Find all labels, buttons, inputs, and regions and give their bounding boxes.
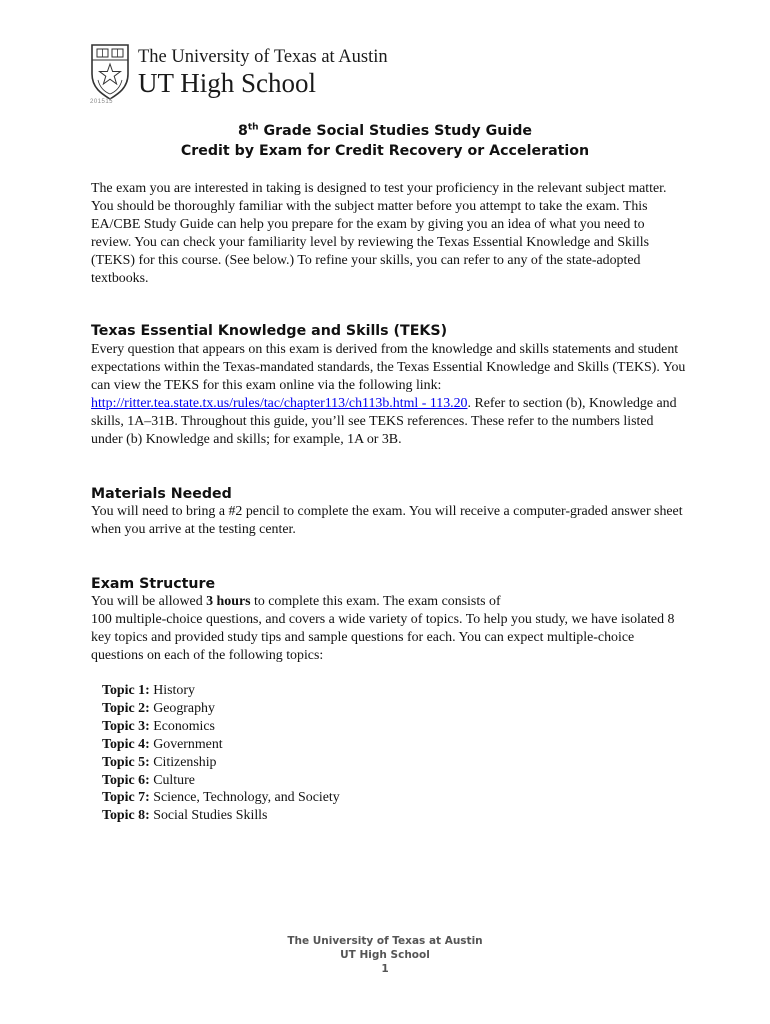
title-line-2: Credit by Exam for Credit Recovery or Acceleration xyxy=(180,143,590,159)
topic-name: Economics xyxy=(153,718,215,734)
exam-line1-after: to complete this exam. The exam consists of xyxy=(250,594,501,609)
topic-label: Topic 3: xyxy=(102,718,150,734)
topic-name: History xyxy=(153,683,195,698)
exam-hours: 3 hours xyxy=(206,594,251,609)
topic-name: Science, Technology, and Society xyxy=(153,790,340,806)
ut-seal-icon xyxy=(90,44,130,100)
list-item xyxy=(102,682,340,700)
list-item xyxy=(102,789,340,807)
topic-label: Topic 2: xyxy=(102,700,150,716)
exam-text-before: You will be allowed xyxy=(91,594,207,609)
list-item xyxy=(102,772,340,790)
grade-number: 8 xyxy=(237,123,248,139)
topic-name: Social Studies Skills xyxy=(153,808,268,824)
materials-heading: Materials Needed xyxy=(91,486,232,502)
list-item xyxy=(102,718,340,736)
topic-label: Topic 7: xyxy=(102,790,150,806)
brand-lockup xyxy=(138,46,388,98)
intro-paragraph: The exam you are interested in taking is designed to test your proficiency in the relevant subject matter. You should be thoroughly familiar with the subject matter before you attempt to take the exam. This EA/CBE Study Guide can help you prepare for the exam by giving you an idea of what you need to review. You can check your familiarity level by reviewing the Texas Essential Knowledge and Skills (TEKS) for this course. (See below.) To refine your skills, you can refer to any of the state-adopted textbooks. xyxy=(91,181,667,286)
topic-label: Topic 1: xyxy=(102,683,150,698)
school-name: UT High School xyxy=(138,68,317,98)
exam-structure-heading: Exam Structure xyxy=(91,576,216,592)
list-item xyxy=(102,736,340,754)
exam-text-rest: 100 multiple-choice questions, and covers a wide variety of topics. To help you study, we have isolated 8 key topics and provided study tips and sample questions for each. You can expect multiple-choice questions on each of the following topics: xyxy=(91,611,675,663)
list-item xyxy=(102,700,340,718)
document-title xyxy=(0,121,770,161)
page-footer xyxy=(0,934,770,976)
list-item xyxy=(102,754,340,772)
materials-paragraph: You will need to bring a #2 pencil to complete the exam. You will receive a computer-graded answer sheet when you arrive at the testing center. xyxy=(91,504,683,537)
topic-name: Government xyxy=(153,736,223,752)
page-number: 1 xyxy=(381,963,389,975)
seal-code: 201515 xyxy=(90,99,114,105)
teks-text-before: Every question that appears on this exam is derived from the knowledge and skills statements and student expectations within the Texas-mandated standards, the Texas Essential Knowledge and Skills (TEKS). You can view the TEKS for this exam online via the following link: xyxy=(91,342,686,393)
exam-structure-paragraph xyxy=(91,593,686,665)
university-name: The University of Texas at Austin xyxy=(138,47,388,67)
topic-label: Topic 8: xyxy=(102,808,150,824)
topic-label: Topic 6: xyxy=(102,772,150,788)
topic-label: Topic 5: xyxy=(102,754,150,770)
topic-name: Culture xyxy=(153,772,195,788)
topic-name: Citizenship xyxy=(153,754,217,770)
teks-heading: Texas Essential Knowledge and Skills (TEKS) xyxy=(91,323,448,339)
footer-university: The University of Texas at Austin xyxy=(287,935,483,947)
topic-label: Topic 4: xyxy=(102,736,150,752)
title-line-1 xyxy=(0,121,770,141)
teks-text-after: . Refer to section (b), Knowledge and skills, 1A–31B. Throughout this guide, you’ll see TEKS references. These refer to the numbers listed under (b) Knowledge and skills; for example, 1A or 3B. xyxy=(91,395,677,447)
topic-name: Geography xyxy=(153,700,215,716)
grade-suffix: th xyxy=(247,122,259,133)
title-text: Grade Social Studies Study Guide xyxy=(258,123,533,139)
footer-school: UT High School xyxy=(340,949,430,961)
teks-link[interactable]: http://ritter.tea.state.tx.us/rules/tac/chapter113/ch113b.html - 113.20 xyxy=(91,395,468,411)
list-item xyxy=(102,807,340,825)
topic-list xyxy=(102,682,340,825)
teks-paragraph xyxy=(91,341,686,448)
